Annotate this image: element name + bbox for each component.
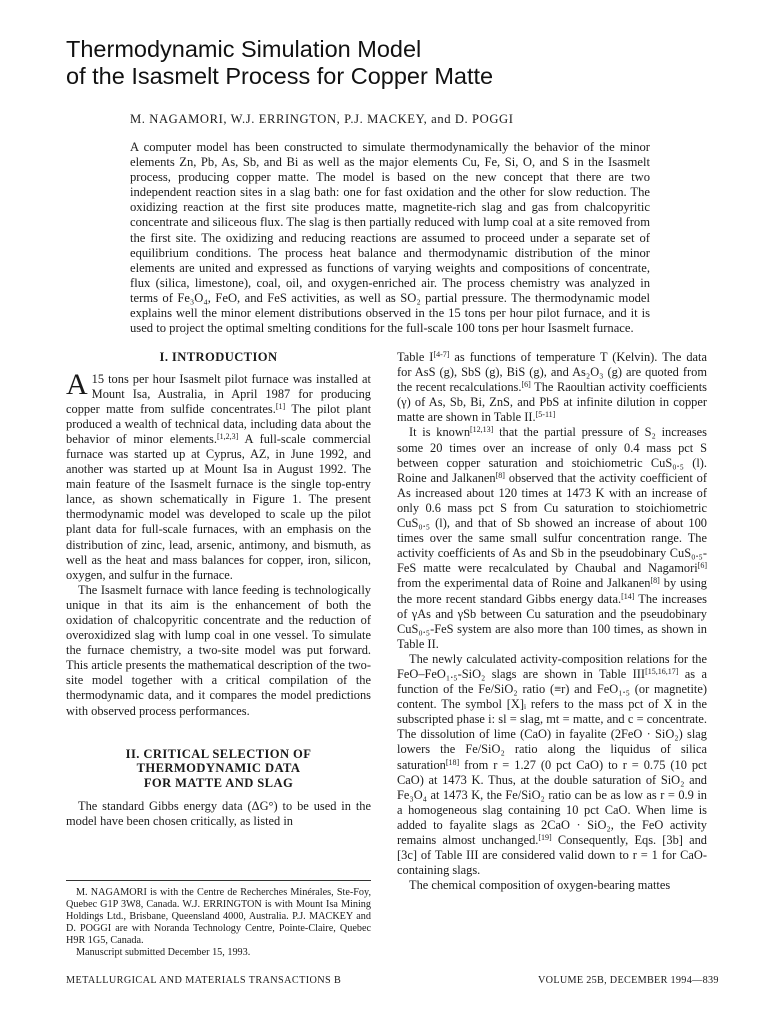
reference-marker[interactable]: [5-11]: [535, 410, 556, 420]
right-paragraph-4: The chemical composition of oxygen-bearing mattes: [409, 878, 671, 893]
text-run: from r = 1.27 (0 pct CaO) to r = 0.75 (10 pct CaO) at 1473 K. Thus, at the double saturation of SiO₂ and Fe₃O₄ at 1473 K, the Fe/SiO₂ ratio can be as low as r = 0.9 in a homogeneous slag containing 10 pct CaO. When lime is added to fayalite slags as 2CaO · SiO₂, the FeO activity remains almost unchanged.: [397, 757, 707, 847]
manuscript-date: Manuscript submitted December 15, 1993.: [76, 947, 251, 959]
section2-paragraph-1: The standard Gibbs energy data (ΔG°) to be used in the model have been chosen critically, as listed in: [66, 799, 371, 829]
affiliation-text: M. NAGAMORI is with the Centre de Recherches Minérales, Ste-Foy, Quebec G1P 3W8, Canada. W.J. ERRINGTON is with Mount Isa Mining Holdings Ltd., Brisbane, Queensland 4000, Australia. P.J. MACKEY and D. POGGI are with Noranda Technology Centre, Pointe-Claire, Quebec H9R 1G5, Canada.: [66, 887, 371, 947]
reference-marker[interactable]: [8]: [495, 470, 505, 480]
author-list: M. NAGAMORI, W.J. ERRINGTON, P.J. MACKEY, and D. POGGI: [130, 112, 514, 126]
text-run: as functions of temperature T (Kelvin). The data for AsS (g), SbS (g), BiS (g), and As₂O₃ (g) are quoted from the recent recalculations.: [397, 350, 707, 395]
heading-line: THERMODYNAMIC DATA: [136, 761, 301, 776]
reference-marker[interactable]: [6]: [521, 380, 531, 390]
right-paragraph-3: [397, 652, 707, 878]
text-run: that the partial pressure of S₂ increases some 20 times over an increase of only 0.4 mass pct S between copper saturation and stoichiometric CuS₀.₅ (l). Roine and Jalkanen: [397, 425, 707, 485]
intro-paragraph-1: [66, 367, 372, 583]
right-paragraph-2: [397, 425, 707, 651]
drop-cap: A: [66, 367, 88, 401]
text-run: by using the more recent standard Gibbs energy data.: [397, 576, 707, 606]
abstract: A computer model has been constructed to simulate thermodynamically the behavior of the minor elements Zn, Pb, As, Sb, and Bi as well as the major elements Cu, Fe, Si, O, and S in the Isasmelt process, producing copper matte. The model is based on the new concept that there are two independent reaction sites in a slag bath: one for fast oxidation and the other for slow reduction. The oxidizing reaction at the first site produces matte, magnetite-rich slag and gas from chalcopyritic concentrate and siliceous flux. The slag is then partially reduced with lump coal at a site removed from the first site. The oxidizing and reducing reactions are assumed to proceed under a separate set of equilibrium conditions. The process heat balance and thermodynamic distribution of the minor elements are united and expressed as functions of varying weights and compositions of concentrate, flux (silica, limestone), coal, oil, and oxygen-enriched air. The process chemistry was analyzed in terms of Fe₃O₄, FeO, and FeS activities, as well as SO₂ partial pressure. The thermodynamic model explains well the minor element distributions observed in the 15 tons per hour pilot furnace, and it is used to project the optimal smelting conditions for the full-scale 100 tons per hour Isasmelt furnace.: [130, 140, 650, 336]
text-run: Table I: [397, 350, 434, 364]
intro-text-b: The pilot plant produced a wealth of technical data, including data about the behavior of minor elements.: [66, 401, 372, 446]
text-run: The newly calculated activity-composition relations for the FeO–FeO₁.₅-SiO₂ slags are shown in Table III: [397, 651, 707, 681]
paper-title: [66, 36, 726, 90]
title-line-2: of the Isasmelt Process for Copper Matte: [66, 63, 494, 89]
text-run: Consequently, Eqs. [3b] and [3c] of Table III are considered valid down to r = 1 for CaO-containing slags.: [397, 833, 707, 878]
journal-name: METALLURGICAL AND MATERIALS TRANSACTIONS B: [66, 975, 342, 986]
volume-page-number: VOLUME 25B, DECEMBER 1994—839: [538, 975, 719, 986]
section-heading-critical-selection: [66, 747, 371, 791]
reference-marker[interactable]: [19]: [538, 833, 552, 842]
heading-line: II. CRITICAL SELECTION OF: [125, 746, 312, 761]
heading-line: FOR MATTE AND SLAG: [143, 775, 294, 790]
reference-marker[interactable]: [12,13]: [470, 425, 494, 435]
text-run: It is known: [409, 425, 471, 440]
title-line-1: Thermodynamic Simulation Model: [66, 36, 422, 62]
author-affiliation-footnote: [66, 880, 371, 960]
reference-marker[interactable]: [18]: [445, 757, 460, 767]
text-run: from the experimental data of Roine and Jalkanen: [397, 576, 651, 591]
reference-marker[interactable]: [15,16,17]: [645, 666, 679, 676]
right-paragraph-1: [397, 350, 707, 425]
reference-marker[interactable]: [1]: [275, 401, 286, 411]
reference-marker[interactable]: [14]: [621, 591, 635, 601]
reference-marker[interactable]: [4-7]: [433, 350, 450, 359]
text-run: The increases of γAs and γSb between Cu saturation and the pseudobinary CuS₀.₅-FeS system are also more than 100 times, as shown in Table II.: [397, 591, 707, 651]
reference-marker[interactable]: [1,2,3]: [216, 431, 239, 441]
intro-text-c: A full-scale commercial furnace was started up at Cyprus, AZ, in June 1992, and another was started up at Mount Isa in August 1992. The main feature of the Isasmelt furnace is the single top-entry lance, as shown schematically in Figure 1. The present thermodynamic model was developed to scale up the pilot plant data for full-scale furnaces, with an emphasis on the distribution of zinc, lead, arsenic, antimony, and bismuth, as well as the heat and mass balances for copper, iron, silicon, oxygen, and sulfur in the furnace.: [66, 431, 372, 582]
reference-marker[interactable]: [8]: [650, 576, 660, 586]
intro-paragraph-2: The Isasmelt furnace with lance feeding is technologically unique in that its aim is the enhancement of both the oxidation of chalcopyritic concentrate and the reduction of overoxidized slag with lump coal in one vessel. To simulate the furnace chemistry, a two-site model was put forward. This article presents the mathematical description of the two-site model together with a critical compilation of the thermodynamic data, and it compares the model predictions with observed process performances.: [66, 582, 371, 718]
text-run: The Raoultian activity coefficients (γ) of As, Sb, Bi, ZnS, and PbS at infinite dilution in copper matte are shown in Table II.: [397, 380, 708, 425]
section-heading-introduction: I. INTRODUCTION: [159, 350, 278, 364]
intro-text-a: 15 tons per hour Isasmelt pilot furnace was installed at Mount Isa, Australia, in April 1987 for producing copper matte from sulfide concentrates.: [66, 371, 371, 416]
reference-marker[interactable]: [6]: [697, 561, 707, 571]
right-column: [397, 350, 707, 893]
text-run: as a function of the Fe/SiO₂ ratio (≡r) and FeO₁.₅ (or magnetite) content. The symbol [X]ᵢ refers to the mass pct of X in the subscripted phase i: sl = slag, mt = matte, and c = concentrate. The dissolution of lime (CaO) in fayalite (2FeO · SiO₂) slag lowers the Fe/SiO₂ ratio along the liquidus of silica saturation: [397, 666, 707, 772]
left-column: [66, 350, 371, 829]
text-run: observed that the activity coefficient of As increased about 120 times at 1473 K with an increase of only 0.6 mass pct S from Cu saturation to stoichiometric CuS₀.₅ (l), and that of Sb showed an increase of about 100 times over the same small sulfur concentration range. The activity coefficients of As and Sb in the pseudobinary CuS₀.₅-FeS matte were recalculated by Chaubal and Nagamori: [397, 470, 707, 576]
